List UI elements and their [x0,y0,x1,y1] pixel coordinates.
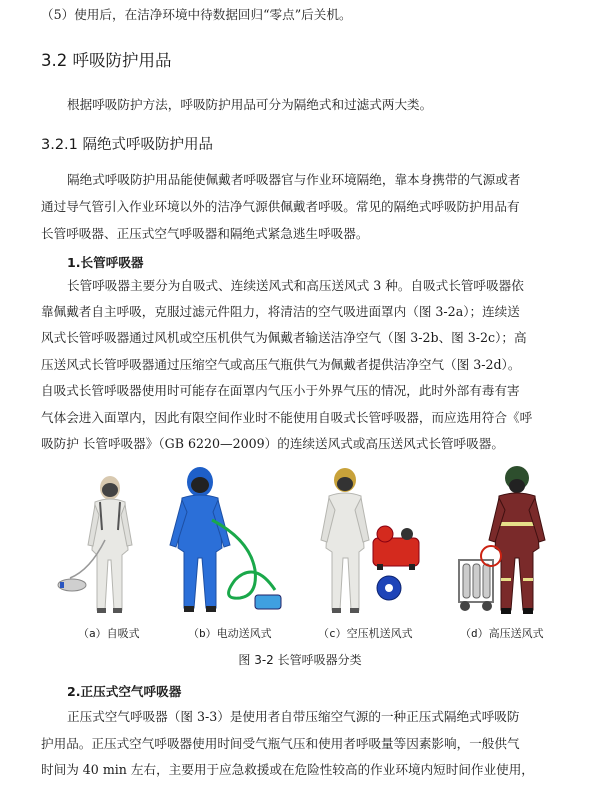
paragraph-line: 风式长管呼吸器通过风机或空压机供气为佩戴者输送洁净空气（图 3-2b、图 3-2c）；高 [41,330,527,345]
subsection-heading: 3.2.1 隔绝式呼吸防护用品 [41,137,214,153]
paragraph-line: 自吸式长管呼吸器使用时可能存在面罩内气压小于外界气压的情况，此时外部有毒有害 [41,383,520,398]
figure-caption-c: （c）空压机送风式 [318,627,413,640]
cylinder-cart [459,546,501,611]
item-heading: 1.长管呼吸器 [67,255,144,270]
paragraph-line: 长管呼吸器、正压式空气呼吸器和隔绝式紧急逃生呼吸器。 [41,226,369,241]
figure-caption-a: （a）自吸式 [78,627,140,640]
paragraph-line: 靠佩戴者自主呼吸，克服过滤元件阻力，将清洁的空气吸进面罩内（图 3-2a）；连续送 [41,304,520,319]
person-blue-suit [170,467,230,612]
paragraph-line: 根据呼吸防护方法，呼吸防护用品可分为隔绝式和过滤式两大类。 [67,97,433,112]
figure-3-2 [0,460,600,625]
person-fire-suit [489,466,545,614]
person-white-suit-yellow-hood [321,468,369,613]
text-line: （5）使用后，在洁净环境中待数据回归“零点”后关机。 [41,7,352,22]
compressor-respirator-image [315,460,425,625]
powered-air-respirator-image [160,460,290,625]
paragraph-line: 隔绝式呼吸防护用品能使佩戴者呼吸器官与作业环境隔绝，靠本身携带的气源或者 [67,172,521,187]
paragraph-line: 长管呼吸器主要分为自吸式、连续送风式和高压送风式 3 种。自吸式长管呼吸器依 [67,278,524,293]
person-white-suit [88,476,132,613]
paragraph-line: 正压式空气呼吸器（图 3-3）是使用者自带压缩空气源的一种正压式隔绝式呼吸防 [67,709,520,724]
self-priming-respirator-image [50,460,150,625]
paragraph-line: 气体会进入面罩内，因此有限空间作业时不能使用自吸式长管呼吸器，而应选用符合《呼 [41,410,533,425]
air-compressor [373,526,419,570]
paragraph-line: 压送风式长管呼吸器通过压缩空气或高压气瓶供气为佩戴者提供洁净空气（图 3-2d）。 [41,357,521,372]
paragraph-line: 吸防护 长管呼吸器》（GB 6220—2009）的连续送风式或高压送风式长管呼吸器。 [41,436,504,451]
figure-title: 图 3-2 长管呼吸器分类 [238,653,362,667]
figure-caption-b: （b）电动送风式 [188,627,272,640]
section-heading: 3.2 呼吸防护用品 [41,51,172,70]
figure-caption-d: （d）高压送风式 [460,627,544,640]
paragraph-line: 通过导气管引入作业环境以外的洁净气源供佩戴者呼吸。常见的隔绝式呼吸防护用品有 [41,199,520,214]
paragraph-line: 时间为 40 min 左右，主要用于应急救援或在危险性较高的作业环境内短时间作业使用， [41,762,534,777]
paragraph-line: 护用品。正压式空气呼吸器使用时间受气瓶气压和使用者呼吸量等因素影响，一般供气 [41,736,520,751]
item-heading: 2.正压式空气呼吸器 [67,684,182,699]
high-pressure-respirator-image [455,460,565,625]
